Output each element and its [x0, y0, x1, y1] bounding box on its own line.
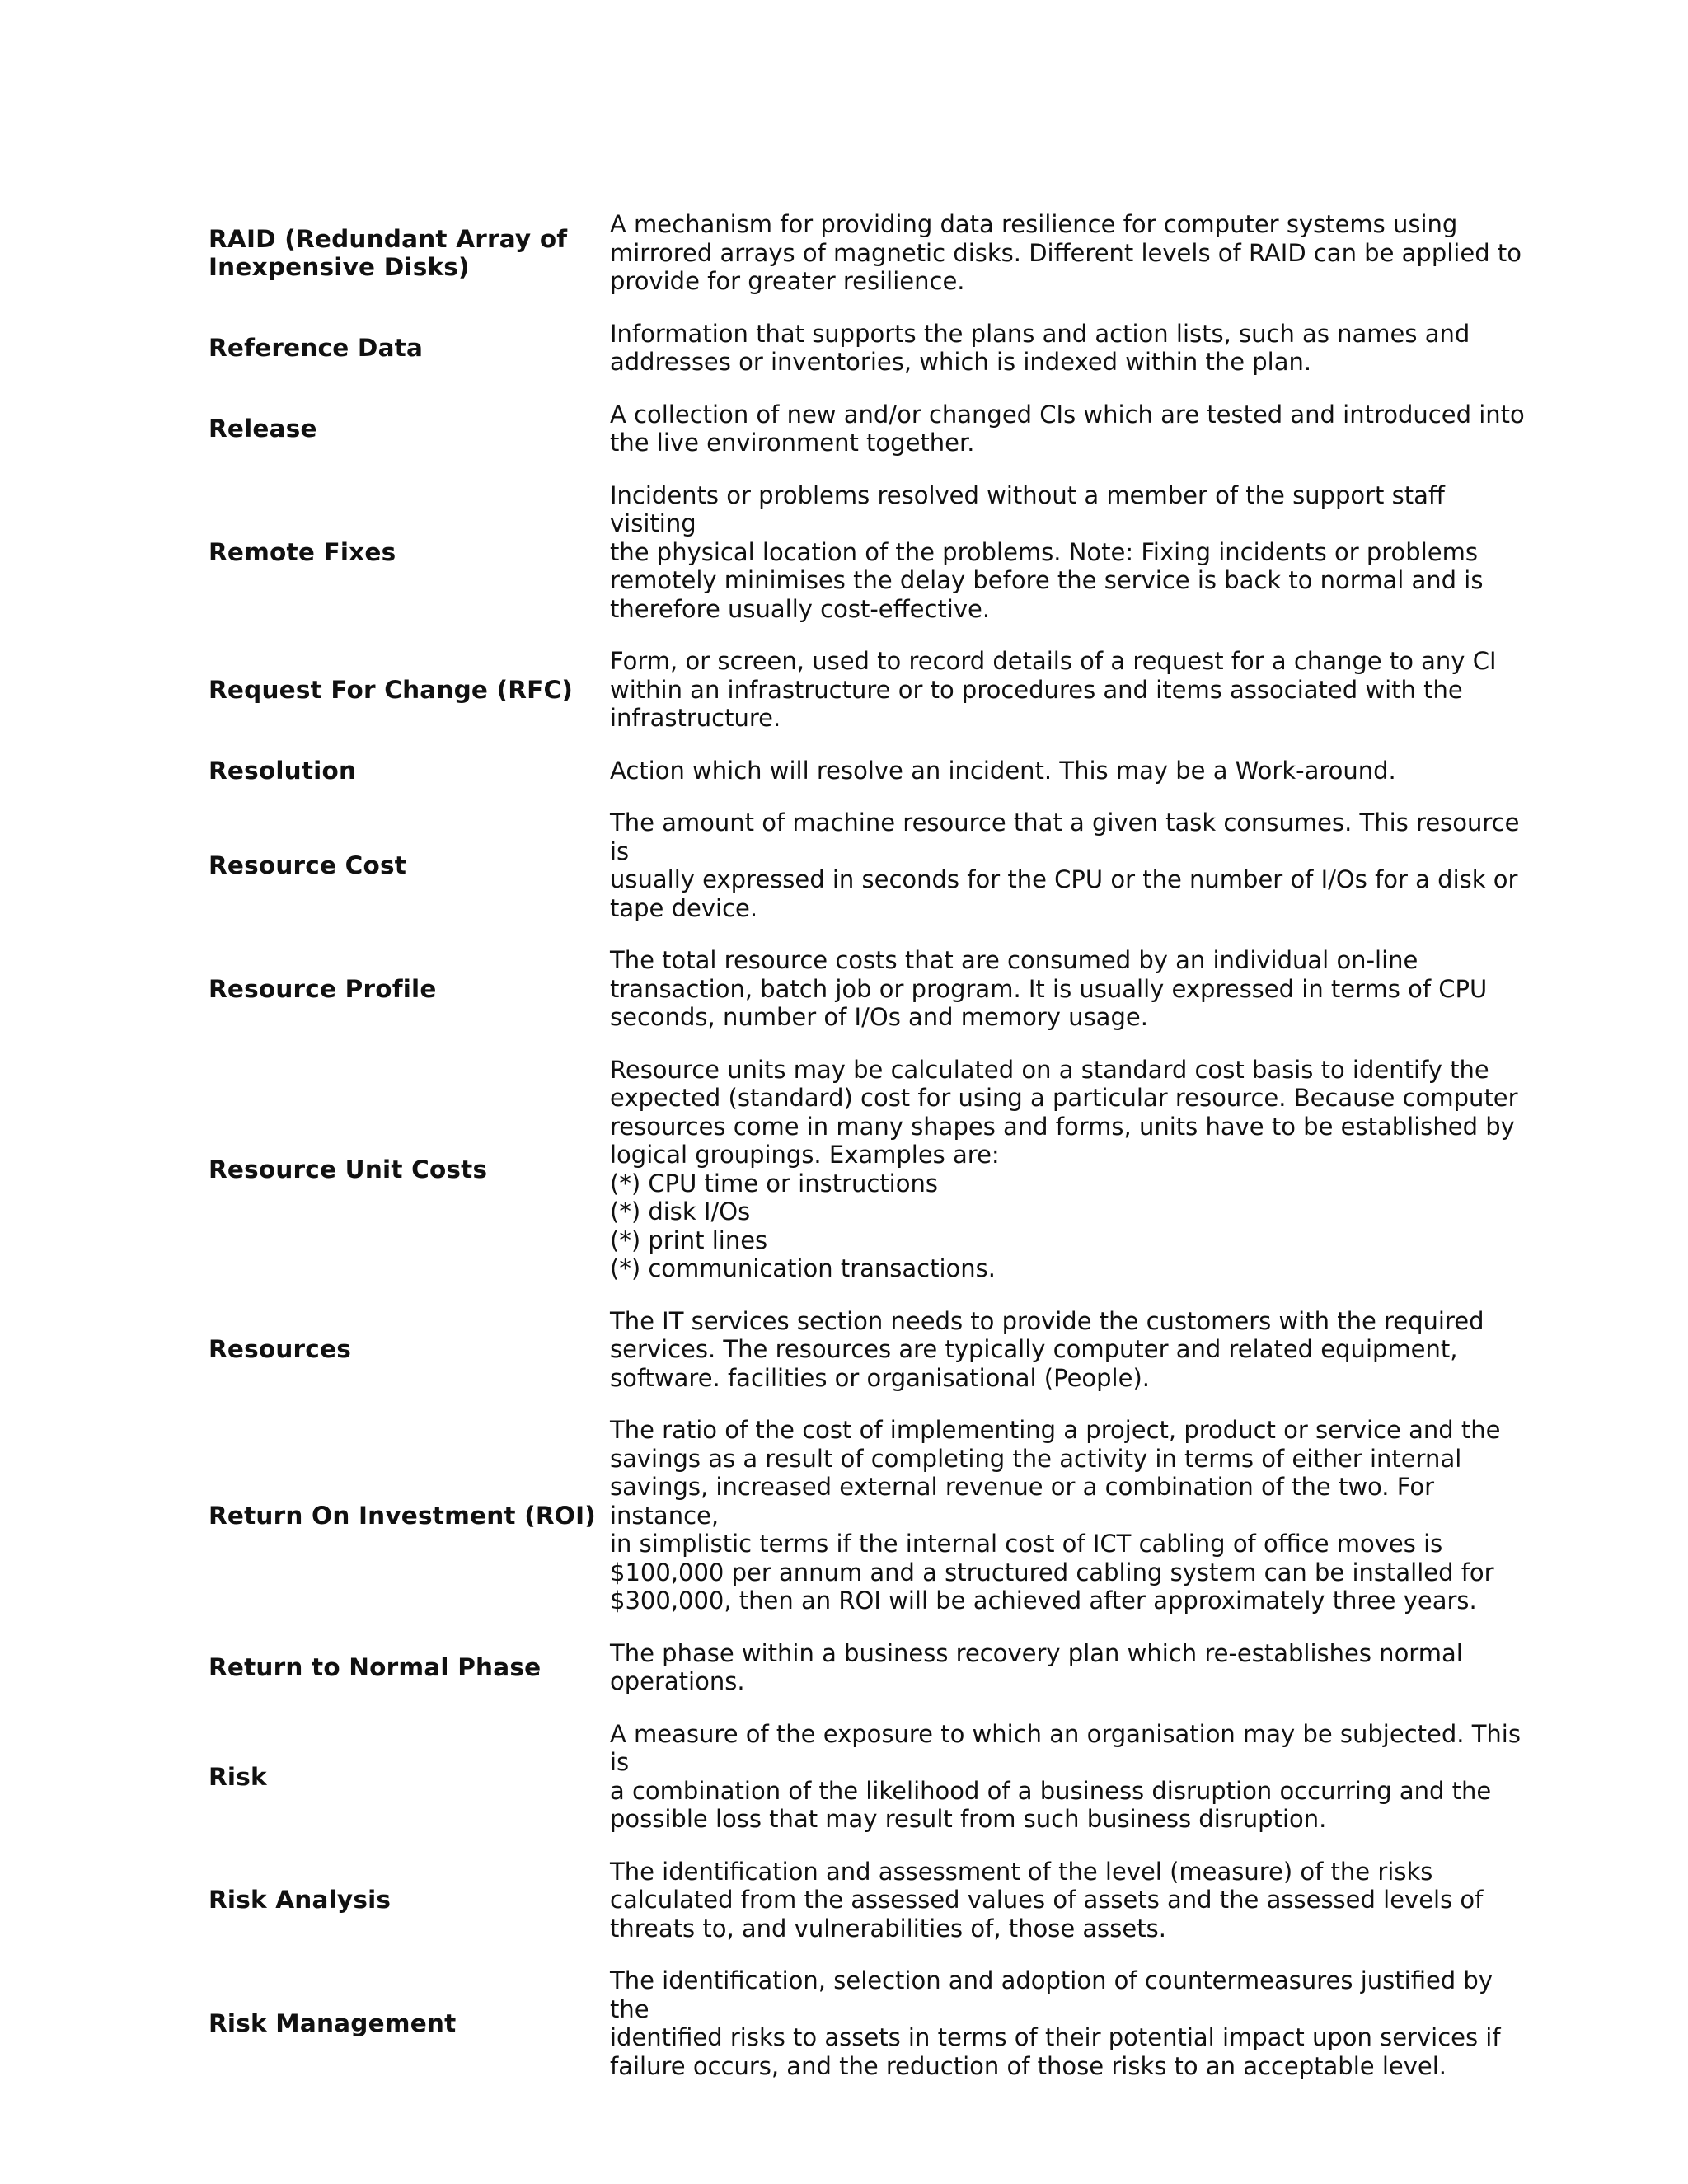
glossary-definition: The total resource costs that are consumed by an individual on-line transaction, batch job or program. It is usually expressed in terms of CPU seconds, number of I/Os and memory usage.	[610, 946, 1488, 1031]
glossary-entry	[209, 946, 1536, 1032]
glossary-entry	[209, 647, 1536, 733]
glossary-definition: The IT services section needs to provide the customers with the required services. The resources are typically computer and related equipment, software. facilities or organisational (People).	[610, 1306, 1484, 1392]
glossary-entry	[209, 481, 1536, 624]
glossary-term: Resources	[209, 1335, 351, 1364]
glossary-definition: Information that supports the plans and action lists, such as names and addresses or inventories, which is indexed within the plan.	[610, 319, 1470, 376]
glossary-definition: Incidents or problems resolved without a member of the support staff visiting the physical location of the problems. Note: Fixing incidents or problems remotely minimises the delay before the service is back to normal and is therefore usually cost-effective.	[610, 480, 1484, 623]
glossary-definition: Form, or screen, used to record details of a request for a change to any CI within an infrastructure or to procedures and items associated with the infrastructure.	[610, 647, 1497, 732]
glossary-definition: The identification, selection and adoption of countermeasures justified by the identified risks to assets in terms of their potential impact upon services if failure occurs, and the reduction of those risks to an acceptable level.	[610, 1966, 1501, 2080]
glossary-entry	[209, 1966, 1536, 2080]
glossary-term: Risk Management	[209, 2009, 457, 2037]
glossary-term: Resource Profile	[209, 974, 437, 1003]
glossary-term: Request For Change (RFC)	[209, 675, 574, 704]
glossary-term: Resolution	[209, 756, 357, 785]
glossary-entry	[209, 401, 1536, 457]
glossary-term: Reference Data	[209, 334, 424, 362]
glossary-entry	[209, 1858, 1536, 1943]
glossary-entry	[209, 1056, 1536, 1283]
glossary-definition: The amount of machine resource that a given task consumes. This resource is usually expressed in seconds for the CPU or the number of I/Os for a disk or tape device.	[610, 808, 1520, 922]
glossary-entry	[209, 1720, 1536, 1834]
glossary-entry	[209, 757, 1536, 785]
glossary-term: Resource Unit Costs	[209, 1155, 488, 1183]
glossary-term: Remote Fixes	[209, 537, 396, 566]
glossary-entry	[209, 210, 1536, 296]
glossary-definition: A measure of the exposure to which an organisation may be subjected. This is a combination of the likelihood of a business disruption occurring and the possible loss that may result from such business disruption.	[610, 1719, 1521, 1833]
glossary-term: RAID (Redundant Array of Inexpensive Disks)	[209, 224, 568, 281]
glossary-term: Resource Cost	[209, 851, 407, 879]
glossary-definition: Action which will resolve an incident. This may be a Work-around.	[610, 756, 1396, 785]
glossary-term: Risk	[209, 1762, 267, 1791]
glossary-entry	[209, 808, 1536, 922]
glossary-term: Release	[209, 415, 317, 443]
glossary-definition: The phase within a business recovery plan which re-establishes normal operations.	[610, 1638, 1463, 1695]
glossary-term: Return On Investment (ROI)	[209, 1501, 596, 1530]
glossary-definition: A collection of new and/or changed CIs which are tested and introduced into the live environment together.	[610, 400, 1525, 457]
glossary-page	[209, 210, 1536, 2104]
glossary-entry	[209, 1416, 1536, 1615]
glossary-term: Risk Analysis	[209, 1886, 392, 1915]
glossary-term: Return to Normal Phase	[209, 1653, 542, 1681]
glossary-entry	[209, 1307, 1536, 1393]
glossary-entry	[209, 320, 1536, 377]
glossary-entry	[209, 1639, 1536, 1696]
glossary-definition: A mechanism for providing data resilience for computer systems using mirrored arrays of magnetic disks. Different levels of RAID can be applied to provide for greater resilience.	[610, 210, 1522, 295]
glossary-definition: Resource units may be calculated on a standard cost basis to identify the expected (standard) cost for using a particular resource. Because computer resources come in many shapes and forms, units have to be established by logical groupings. Examples are: (*) CPU time or instructions (*) disk I/Os (*) print lines (*) communication transactions.	[610, 1055, 1518, 1282]
glossary-definition: The identification and assessment of the level (measure) of the risks calculated from the assessed values of assets and the assessed levels of threats to, and vulnerabilities of, those assets.	[610, 1857, 1484, 1943]
glossary-definition: The ratio of the cost of implementing a project, product or service and the savings as a result of completing the activity in terms of either internal savings, increased external revenue or a combination of the two. For instance, in simplistic terms if the internal cost of ICT cabling of office moves is $100,000 per annum and a structured cabling system can be installed for $300,000, then an ROI will be achieved after approximately three years.	[610, 1416, 1501, 1615]
